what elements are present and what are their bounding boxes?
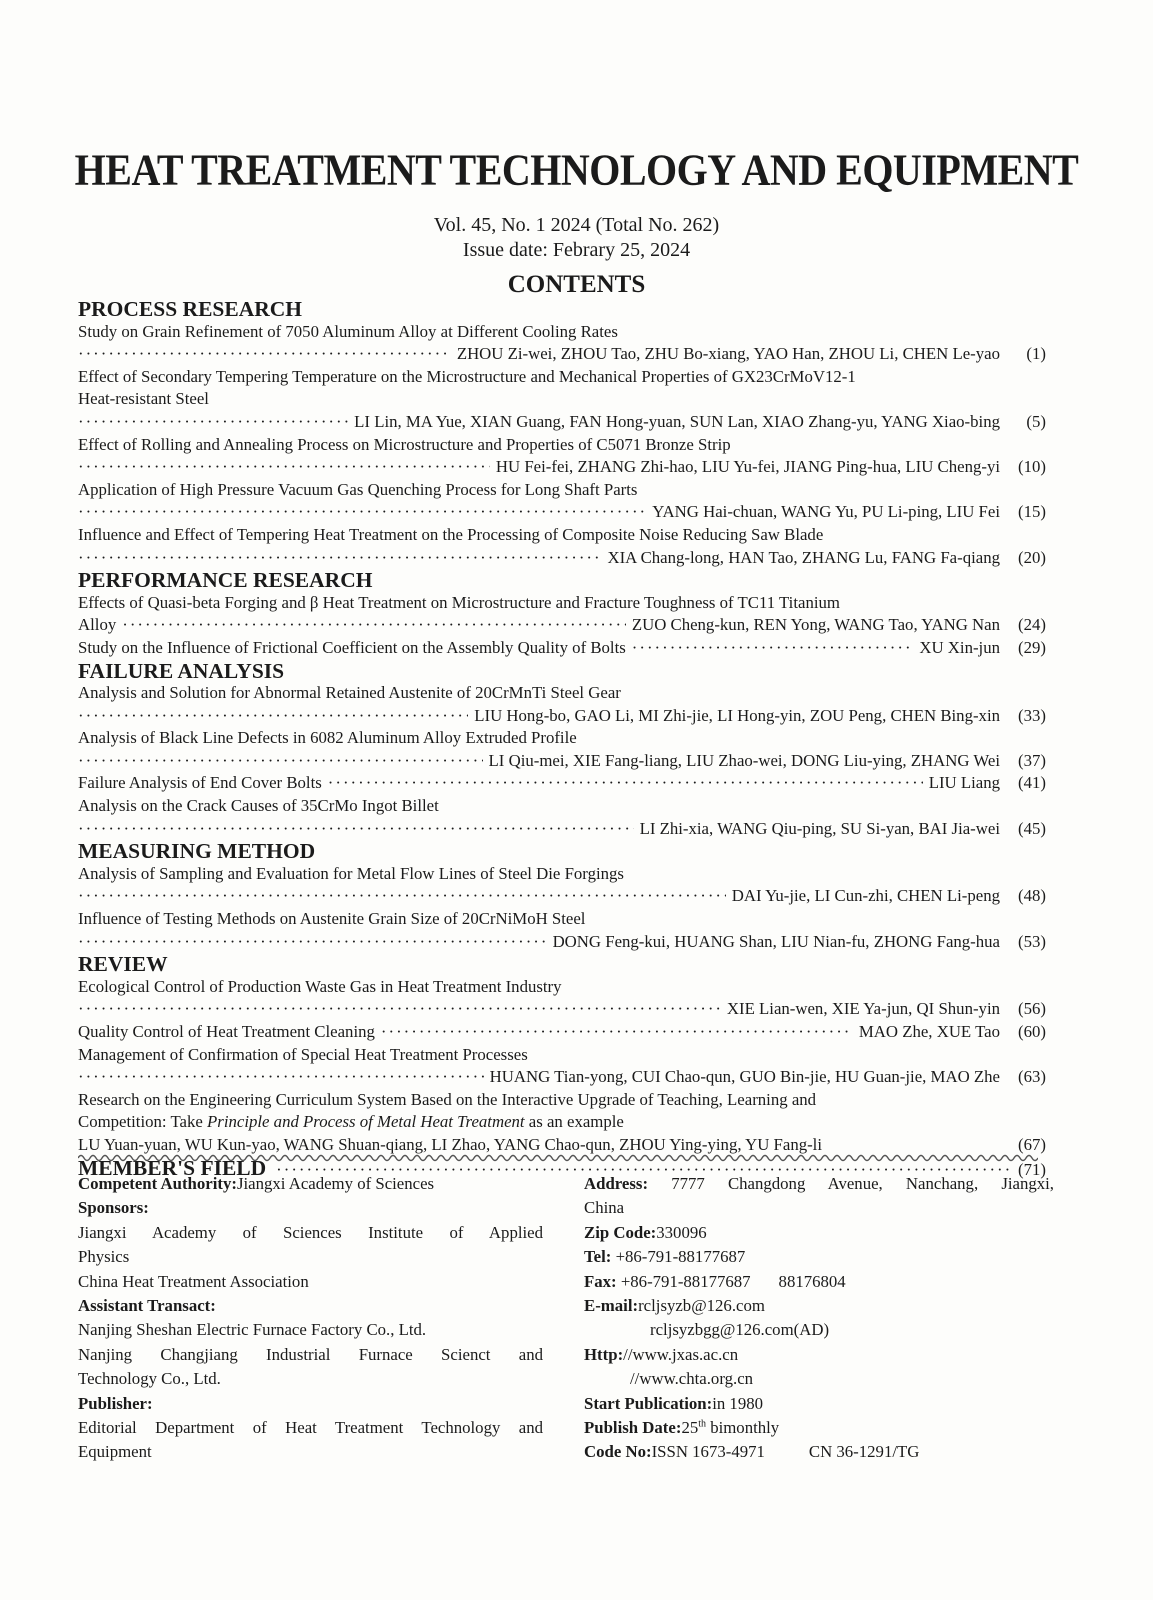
article-title: Effects of Quasi-beta Forging and β Heat Treatment on Microstructure and Fracture Toughness of TC11 Titanium (78, 592, 840, 612)
fax: 88176804 (778, 1271, 846, 1291)
publication-info-right (584, 1172, 1054, 1465)
label: Http: (584, 1344, 624, 1364)
page-number: (24) (1018, 615, 1046, 635)
label: Assistant Transact: (78, 1296, 216, 1316)
page-number: (20) (1018, 547, 1046, 567)
cn-code: CN 36-1291/TG (808, 1442, 920, 1462)
authors: DONG Feng-kui, HUANG Shan, LIU Nian-fu, ZHONG Fang-hua (552, 931, 1000, 951)
dot-leader (328, 772, 923, 795)
authors: LI Lin, MA Yue, XIAN Guang, FAN Hong-yuan, SUN Lan, XIAO Zhang-yu, YANG Xiao-bing (354, 411, 1000, 431)
dot-leader (78, 931, 547, 954)
label: Address: (584, 1174, 649, 1193)
article-title: Effect of Secondary Tempering Temperature on the Microstructure and Mechanical Properties of GX23CrMoV12-1 (78, 366, 856, 386)
article-title: Influence and Effect of Tempering Heat Treatment on the Processing of Composite Noise Reducing Saw Blade (78, 524, 824, 544)
dot-leader (78, 343, 451, 366)
article-title: Management of Confirmation of Special Heat Treatment Processes (78, 1044, 528, 1064)
email-link[interactable]: rcljsyzbgg@126.com(AD) (650, 1320, 830, 1340)
author-line (78, 772, 1046, 795)
publish-date: 25 (681, 1418, 699, 1438)
toc-entry[interactable] (78, 1021, 1046, 1044)
authors: HU Fei-fei, ZHANG Zhi-hao, LIU Yu-fei, JIANG Ping-hua, LIU Cheng-yi (495, 457, 1000, 477)
authors: DAI Yu-jie, LI Cun-zhi, CHEN Li-peng (731, 886, 1000, 906)
journal-title: HEAT TREATMENT TECHNOLOGY AND EQUIPMENT (74, 144, 1079, 195)
dot-leader (78, 885, 726, 908)
authors: LU Yuan-yuan, WU Kun-yao, WANG Shuan-qiang, LI Zhao, YANG Chao-qun, ZHOU Ying-ying, YU Fang-li (78, 1134, 823, 1154)
publisher: Equipment (78, 1442, 152, 1462)
label: Code No: (584, 1442, 652, 1462)
label: Fax: (584, 1271, 617, 1291)
authors: LI Qiu-mei, XIE Fang-liang, LIU Zhao-wei, DONG Liu-ying, ZHANG Wei (488, 750, 1000, 770)
toc-entry[interactable] (78, 434, 1046, 479)
toc-entry[interactable] (78, 637, 1046, 660)
article-title: Analysis on the Crack Causes of 35CrMo Ingot Billet (78, 796, 439, 816)
section-heading: REVIEW (78, 952, 168, 977)
dot-leader (632, 637, 914, 660)
toc-entry[interactable] (78, 682, 1046, 727)
page-number: (53) (1018, 931, 1046, 951)
publish-date: bimonthly (706, 1418, 780, 1438)
label: Start Publication: (584, 1393, 713, 1413)
publish-date-suffix: th (698, 1418, 706, 1430)
authors: YANG Hai-chuan, WANG Yu, PU Li-ping, LIU Fei (652, 502, 1000, 522)
website-link[interactable]: //www.chta.org.cn (630, 1369, 754, 1389)
toc-entry[interactable] (78, 366, 1046, 434)
article-title: Influence of Testing Methods on Austenite Grain Size of 20CrNiMoH Steel (78, 909, 586, 929)
label: Publisher: (78, 1393, 153, 1413)
page-number: (56) (1018, 999, 1046, 1019)
page-number: (67) (1018, 1134, 1046, 1154)
dot-leader (78, 818, 634, 841)
toc-entry[interactable] (78, 908, 1046, 953)
competent-authority: Jiangxi Academy of Sciences (236, 1174, 435, 1193)
publisher: Editorial Department of Heat Treatment Technology and (78, 1418, 543, 1438)
article-title: Study on the Influence of Frictional Coefficient on the Assembly Quality of Bolts (78, 637, 626, 657)
telephone: +86-791-88177687 (615, 1247, 746, 1267)
article-title: Analysis of Sampling and Evaluation for Metal Flow Lines of Steel Die Forgings (78, 863, 624, 883)
article-title-part: Competition: Take (78, 1112, 208, 1132)
article-title: Alloy (78, 615, 117, 635)
dot-leader (78, 411, 348, 434)
article-title-part: as an example (524, 1112, 624, 1132)
article-title: Application of High Pressure Vacuum Gas Quenching Process for Long Shaft Parts (78, 479, 638, 499)
section-heading: PROCESS RESEARCH (78, 297, 303, 321)
section-heading: FAILURE ANALYSIS (78, 658, 285, 683)
page-number: (63) (1018, 1067, 1046, 1087)
author-line (78, 1066, 1046, 1089)
author-line (78, 998, 1046, 1021)
author-line (78, 885, 1046, 908)
dot-leader (381, 1021, 853, 1044)
toc-entry[interactable] (78, 1044, 1046, 1089)
page-number: (5) (1026, 411, 1046, 431)
article-title: Analysis of Black Line Defects in 6082 Aluminum Alloy Extruded Profile (78, 728, 577, 748)
dot-leader (122, 614, 626, 637)
article-title: Heat-resistant Steel (78, 389, 209, 409)
page-number: (15) (1018, 502, 1046, 522)
page-number: (60) (1018, 1022, 1046, 1041)
authors: ZUO Cheng-kun, REN Yong, WANG Tao, YANG Nan (631, 615, 1000, 635)
address: China (584, 1198, 625, 1218)
volume-line: Vol. 45, No. 1 2024 (Total No. 262) (433, 214, 720, 236)
dot-leader (78, 501, 646, 524)
article-title (78, 1111, 1046, 1134)
toc-section (78, 569, 1046, 659)
page-number: (37) (1018, 750, 1046, 770)
dot-leader (78, 1066, 484, 1089)
page-number: (33) (1018, 705, 1046, 725)
author-line (78, 501, 1046, 524)
assistant-transact: Technology Co., Ltd. (78, 1369, 221, 1389)
authors: XIA Chang-long, HAN Tao, ZHANG Lu, FANG Fa-qiang (607, 547, 1000, 567)
email-link[interactable]: rcljsyzb@126.com (638, 1296, 765, 1316)
label: Sponsors: (78, 1198, 149, 1218)
dot-leader (78, 456, 490, 479)
sponsor: China Heat Treatment Association (78, 1271, 309, 1291)
section-heading: PERFORMANCE RESEARCH (78, 568, 373, 593)
author-line (78, 614, 1046, 637)
authors: XU Xin-jun (919, 637, 1000, 657)
dot-leader (78, 705, 468, 728)
article-title: Effect of Rolling and Annealing Process on Microstructure and Properties of C5071 Bronze Strip (78, 434, 731, 454)
page-number: (10) (1018, 457, 1046, 477)
article-title: Ecological Control of Production Waste Gas in Heat Treatment Industry (78, 976, 562, 996)
toc-section (78, 840, 1046, 953)
issn: ISSN 1673-4971 (651, 1442, 765, 1462)
toc-entry[interactable] (78, 976, 1046, 1021)
sponsor: Physics (78, 1247, 130, 1267)
authors: ZHOU Zi-wei, ZHOU Tao, ZHU Bo-xiang, YAO Han, ZHOU Li, CHEN Le-yao (456, 344, 1000, 364)
article-title: Quality Control of Heat Treatment Cleaning (78, 1022, 375, 1041)
author-line (78, 931, 1046, 954)
section-heading: MEASURING METHOD (78, 839, 316, 864)
author-line (78, 456, 1046, 479)
authors: LIU Hong-bo, GAO Li, MI Zhi-jie, LI Hong-yin, ZOU Peng, CHEN Bing-xin (474, 705, 1000, 725)
toc-entry[interactable] (78, 1089, 1046, 1157)
address: 7777 Changdong Avenue, Nanchang, Jiangxi, (671, 1174, 1054, 1193)
decorative-divider (78, 1153, 1038, 1163)
toc-entry[interactable] (78, 524, 1046, 569)
contents-heading: CONTENTS (507, 271, 646, 298)
fax: +86-791-88177687 (620, 1271, 751, 1291)
authors: LI Zhi-xia, WANG Qiu-ping, SU Si-yan, BAI Jia-wei (639, 818, 1000, 838)
toc-entry[interactable] (78, 727, 1046, 772)
authors: MAO Zhe, XUE Tao (858, 1022, 1000, 1041)
assistant-transact: Nanjing Sheshan Electric Furnace Factory Co., Ltd. (78, 1320, 427, 1340)
authors: XIE Lian-wen, XIE Ya-jun, QI Shun-yin (726, 999, 1000, 1019)
author-line (78, 637, 1046, 660)
zip-code: 330096 (656, 1222, 707, 1242)
label: Tel: (584, 1247, 612, 1267)
author-line (78, 705, 1046, 728)
author-line (78, 750, 1046, 773)
dot-leader (78, 547, 601, 570)
page-number: (1) (1026, 344, 1046, 364)
toc-entry[interactable] (78, 863, 1046, 908)
table-of-contents (78, 298, 1046, 1181)
website-link[interactable]: //www.jxas.ac.cn (623, 1344, 739, 1364)
author-line (78, 818, 1046, 841)
label: E-mail: (584, 1296, 639, 1316)
page-number: (71) (1018, 1159, 1046, 1179)
author-line (78, 343, 1046, 366)
issue-date: Issue date: Febrary 25, 2024 (462, 239, 691, 261)
page-number: (29) (1018, 637, 1046, 657)
authors: HUANG Tian-yong, CUI Chao-qun, GUO Bin-jie, HU Guan-jie, MAO Zhe (489, 1067, 1000, 1087)
author-line (78, 547, 1046, 570)
toc-entry[interactable] (78, 321, 1046, 366)
toc-entry[interactable] (78, 592, 1046, 637)
authors: LIU Liang (928, 773, 1000, 793)
publication-info-left (78, 1172, 543, 1465)
page-number: (48) (1018, 886, 1046, 906)
toc-entry[interactable] (78, 795, 1046, 840)
start-publication: in 1980 (712, 1393, 763, 1413)
sponsor: Jiangxi Academy of Sciences Institute of Applied (78, 1222, 543, 1242)
author-line (78, 411, 1046, 434)
page-number: (45) (1018, 818, 1046, 838)
assistant-transact: Nanjing Changjiang Industrial Furnace Scienct and (78, 1344, 543, 1364)
author-line (78, 1021, 1046, 1044)
toc-section (78, 953, 1046, 1156)
article-title: Study on Grain Refinement of 7050 Aluminum Alloy at Different Cooling Rates (78, 321, 618, 341)
label: Publish Date: (584, 1418, 682, 1438)
section-heading: MEMBER'S FIELD (78, 1155, 267, 1180)
page-number: (41) (1018, 773, 1046, 793)
dot-leader (78, 998, 721, 1021)
article-title: Failure Analysis of End Cover Bolts (78, 773, 322, 793)
toc-section (78, 660, 1046, 841)
label: Competent Authority: (78, 1174, 237, 1193)
book-title: Principle and Process of Metal Heat Treatment (207, 1112, 525, 1132)
article-title: Research on the Engineering Curriculum System Based on the Interactive Upgrade of Teaching, Learning and (78, 1089, 817, 1109)
dot-leader (78, 750, 483, 773)
toc-entry[interactable] (78, 479, 1046, 524)
toc-entry[interactable] (78, 772, 1046, 795)
toc-section (78, 298, 1046, 569)
article-title: Analysis and Solution for Abnormal Retained Austenite of 20CrMnTi Steel Gear (78, 683, 621, 703)
label: Zip Code: (584, 1222, 657, 1242)
